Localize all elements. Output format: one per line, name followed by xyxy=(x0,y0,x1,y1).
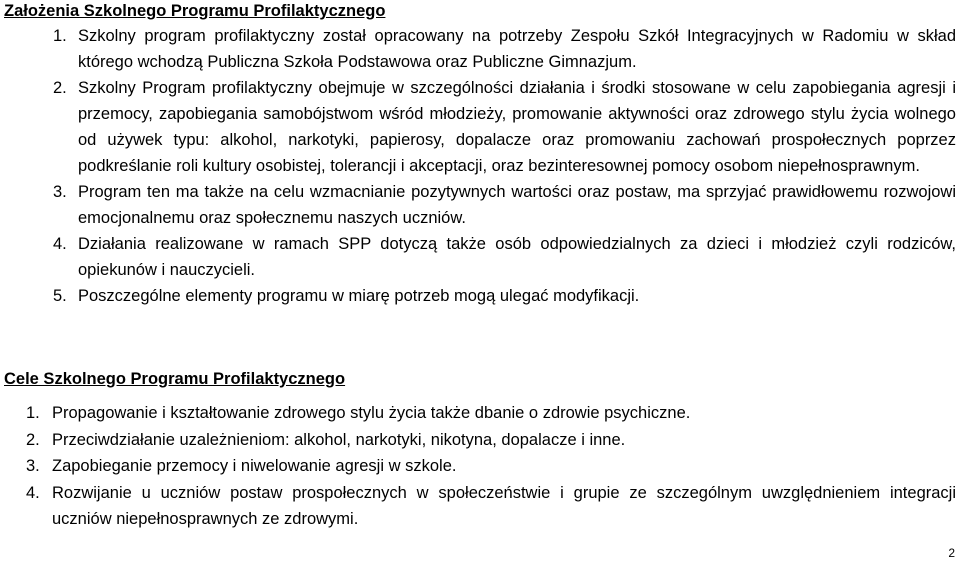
goals-list xyxy=(0,400,959,533)
list-item xyxy=(0,427,959,454)
page-number: 2 xyxy=(948,546,955,560)
list-item-number: 3. xyxy=(26,457,40,476)
list-item xyxy=(0,480,959,533)
list-item-text: Przeciwdziałanie uzależnieniom: alkohol, narkotyki, nikotyna, dopalacze i inne. xyxy=(52,430,626,449)
list-item-text: Rozwijanie u uczniów postaw prospołecznych w społeczeństwie i grupie ze szczególnym uwzględnieniem integracji uczniów niepełnosprawnych ze zdrowymi. xyxy=(52,483,956,529)
list-item-text: Zapobieganie przemocy i niwelowanie agresji w szkole. xyxy=(52,457,457,476)
list-item-number: 2. xyxy=(26,430,40,449)
list-item-number: 4. xyxy=(53,235,67,253)
list-item-number: 2. xyxy=(53,79,67,97)
list-item-text: Poszczególne elementy programu w miarę potrzeb mogą ulegać modyfikacji. xyxy=(78,287,640,305)
assumptions-list xyxy=(0,23,959,309)
list-item xyxy=(0,75,959,179)
list-item-number: 5. xyxy=(53,287,67,305)
list-item-number: 4. xyxy=(26,483,40,502)
list-item xyxy=(0,453,959,480)
list-item-text: Szkolny program profilaktyczny został opracowany na potrzeby Zespołu Szkół Integracyjnych w Radomiu w skład którego wchodzą Publiczna Szkoła Podstawowa oraz Publiczne Gimnazjum. xyxy=(78,27,956,71)
list-item xyxy=(0,179,959,231)
section-title-assumptions: Założenia Szkolnego Programu Profilaktycznego xyxy=(4,2,386,20)
list-item-text: Propagowanie i kształtowanie zdrowego stylu życia także dbanie o zdrowie psychiczne. xyxy=(52,404,691,422)
list-item-number: 3. xyxy=(53,183,67,201)
list-item-text: Program ten ma także na celu wzmacnianie pozytywnych wartości oraz postaw, ma sprzyjać prawidłowemu rozwojowi emocjonalnemu oraz społecznemu naszych uczniów. xyxy=(78,183,956,227)
list-item-number: 1. xyxy=(26,404,40,422)
list-item-number: 1. xyxy=(53,27,67,45)
section-title-goals: Cele Szkolnego Programu Profilaktycznego xyxy=(4,370,346,388)
list-item xyxy=(0,400,959,427)
list-item xyxy=(0,231,959,283)
list-item xyxy=(0,283,959,309)
list-item-text: Działania realizowane w ramach SPP dotyczą także osób odpowiedzialnych za dzieci i młodzież czyli rodziców, opiekunów i nauczycieli. xyxy=(78,235,956,279)
list-item xyxy=(0,23,959,75)
list-item-text: Szkolny Program profilaktyczny obejmuje w szczególności działania i środki stosowane w celu zapobiegania agresji i przemocy, zapobiegania samobójstwom wśród młodzieży, promowanie aktywności oraz zdrowego stylu życia wolnego od używek typu: alkohol, narkotyki, papierosy, dopalacze oraz promowaniu zachowań prospołecznych poprzez podkreślanie roli kultury osobistej, tolerancji i akceptacji, oraz bezinteresownej pomocy osobom niepełnosprawnym. xyxy=(78,79,956,175)
